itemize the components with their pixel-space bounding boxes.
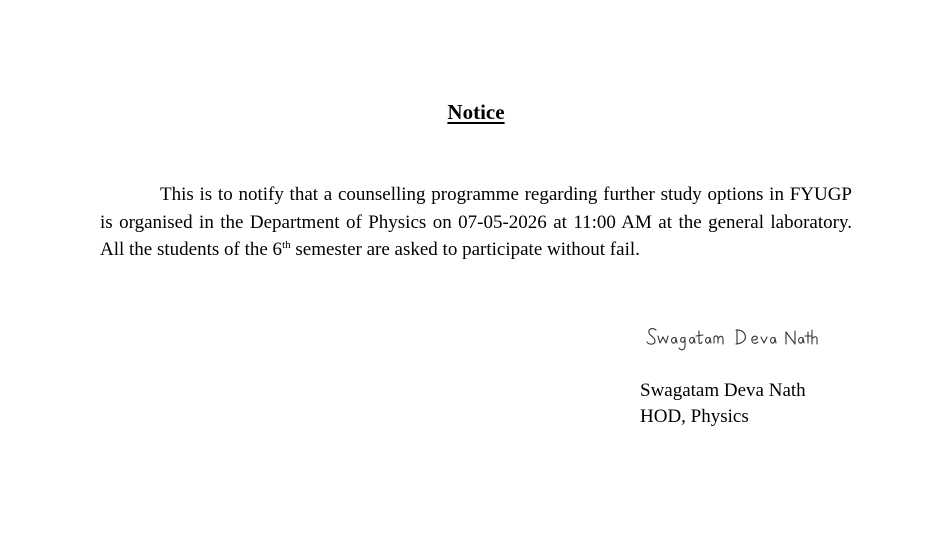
notice-title: Notice (447, 100, 505, 124)
handwritten-signature (644, 318, 820, 368)
notice-body (100, 181, 852, 264)
notice-body-text-1: This is to notify that a counselling programme regarding further study options in FYUGP is organised in the Department of Physics on 07-05-2026 at 11:00 AM at the general laboratory. All the students of the 6 (100, 184, 852, 260)
signatory-designation: HOD, Physics (640, 406, 749, 427)
notice-body-text-2: semester are asked to participate without fail. (290, 239, 640, 260)
ordinal-suffix: th (282, 239, 291, 251)
signatory-name: Swagatam Deva Nath (640, 380, 806, 401)
